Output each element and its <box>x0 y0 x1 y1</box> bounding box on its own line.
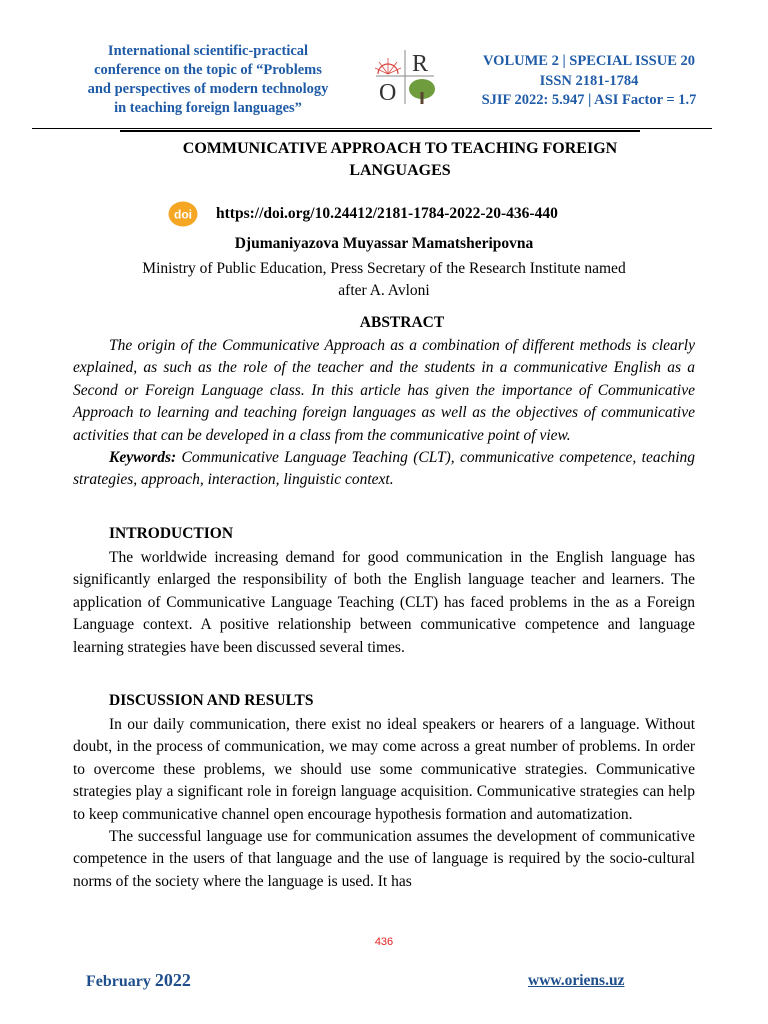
conference-title <box>60 42 356 118</box>
logo-letter: O <box>379 80 397 106</box>
journal-impact: SJIF 2022: 5.947 | ASI Factor = 1.7 <box>481 92 697 108</box>
abstract-heading: ABSTRACT <box>359 314 445 331</box>
conference-line: in teaching foreign languages” <box>114 100 302 116</box>
discussion-paragraph: In our daily communication, there exist no ideal speakers or hearers of a language. Without doubt, in the process of communication, we may come across a great number of problems. In order to overcome these problems, we should use some communicative strategies. Communicative strategies play a significant role in foreign language acquisition. Communicative strategies can help to keep communicative channel open encourage hypothesis formation and automatization. <box>73 716 695 823</box>
logo-letter: R <box>412 51 429 77</box>
tree-icon <box>409 79 435 104</box>
header-divider <box>32 128 712 129</box>
introduction-heading: INTRODUCTION <box>109 525 234 542</box>
header-divider-thick <box>120 130 640 132</box>
abstract-body <box>73 335 695 492</box>
footer-date <box>86 970 191 991</box>
journal-info <box>456 52 722 111</box>
article-title <box>120 138 680 182</box>
footer-year: 2022 <box>154 970 191 990</box>
conference-line: conference on the topic of “Problems <box>94 62 322 78</box>
doi-badge-text: doi <box>174 207 192 222</box>
introduction-body <box>73 547 695 659</box>
discussion-heading: DISCUSSION AND RESULTS <box>109 692 314 709</box>
affiliation-line: Ministry of Public Education, Press Secretary of the Research Institute named <box>142 260 626 277</box>
sun-icon <box>375 58 401 74</box>
website-link[interactable]: www.oriens.uz <box>528 972 625 989</box>
journal-volume: VOLUME 2 | SPECIAL ISSUE 20 <box>483 53 695 69</box>
author-affiliation <box>74 258 694 302</box>
title-line: COMMUNICATIVE APPROACH TO TEACHING FOREIGN <box>182 140 618 157</box>
keywords-list: Communicative Language Teaching (CLT), communicative competence, teaching strategies, approach, interaction, linguistic context. <box>73 449 696 489</box>
abstract-paragraph: The origin of the Communicative Approach as a combination of different methods is clearly explained, as such as the role of the teacher and the students in a communicative English as a Second or Foreign Language class. In this article has given the importance of Communicative Approach to learning and teaching foreign languages as well as the objectives of communicative activities that can be developed in a class from the communicative point of view. <box>73 337 695 444</box>
conference-line: and perspectives of modern technology <box>87 81 329 97</box>
journal-issn: ISSN 2181-1784 <box>539 72 639 89</box>
doi-icon <box>168 201 198 227</box>
discussion-paragraph: The successful language use for communication assumes the development of communicative competence in the users of that language and the use of language is required by the socio-cultural norms of the society where the language is used. It has <box>73 828 695 890</box>
page-number: 436 <box>374 936 394 948</box>
author-name: Djumaniyazova Muyassar Mamatsheripovna <box>234 235 534 252</box>
title-line: LANGUAGES <box>349 162 451 179</box>
conference-line: International scientific-practical <box>107 43 309 59</box>
introduction-paragraph: The worldwide increasing demand for good communication in the English language has significantly enlarged the responsibility of both the English language teacher and learners. The application of Communicative Language Teaching (CLT) has faced problems in the as a Foreign Language context. A positive relationship between communicative competence and language learning strategies have been discussed several times. <box>73 549 695 656</box>
doi-row <box>168 200 558 228</box>
doi-link[interactable]: https://doi.org/10.24412/2181-1784-2022-20-436-440 <box>216 205 558 222</box>
keywords-paragraph <box>73 447 695 492</box>
discussion-body <box>73 714 695 893</box>
keywords-label: Keywords: <box>109 449 177 467</box>
footer-month: February <box>86 973 151 990</box>
oriens-logo <box>370 46 440 106</box>
affiliation-line: after A. Avloni <box>338 282 430 299</box>
